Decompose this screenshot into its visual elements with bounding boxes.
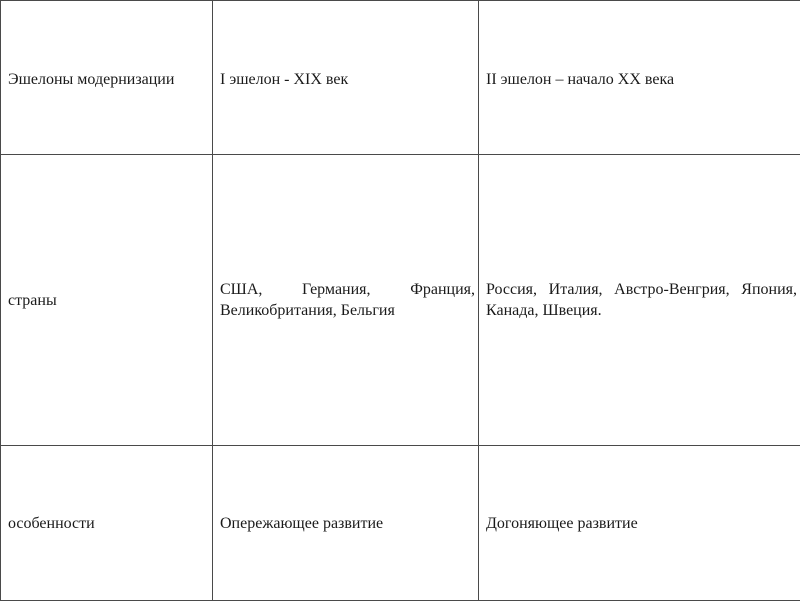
row-label-countries: страны [1,155,213,446]
cell-features-first-echelon: Опережающее развитие [213,446,479,601]
table-row-countries [1,155,800,446]
header-cell-first-echelon: I эшелон - XIX век [213,1,479,155]
cell-countries-second-echelon: Россия, Италия, Австро-Венгрия, Япония, Канада, Швеция. [479,155,800,446]
table-header-row [1,1,800,155]
row-label-features: особенности [1,446,213,601]
table-row-features [1,446,800,601]
header-cell-second-echelon: II эшелон – начало XX века [479,1,800,155]
cell-countries-first-echelon: США, Германия, Франция, Великобритания, Бельгия [213,155,479,446]
header-cell-echelons: Эшелоны модернизации [1,1,213,155]
cell-features-second-echelon: Догоняющее развитие [479,446,800,601]
